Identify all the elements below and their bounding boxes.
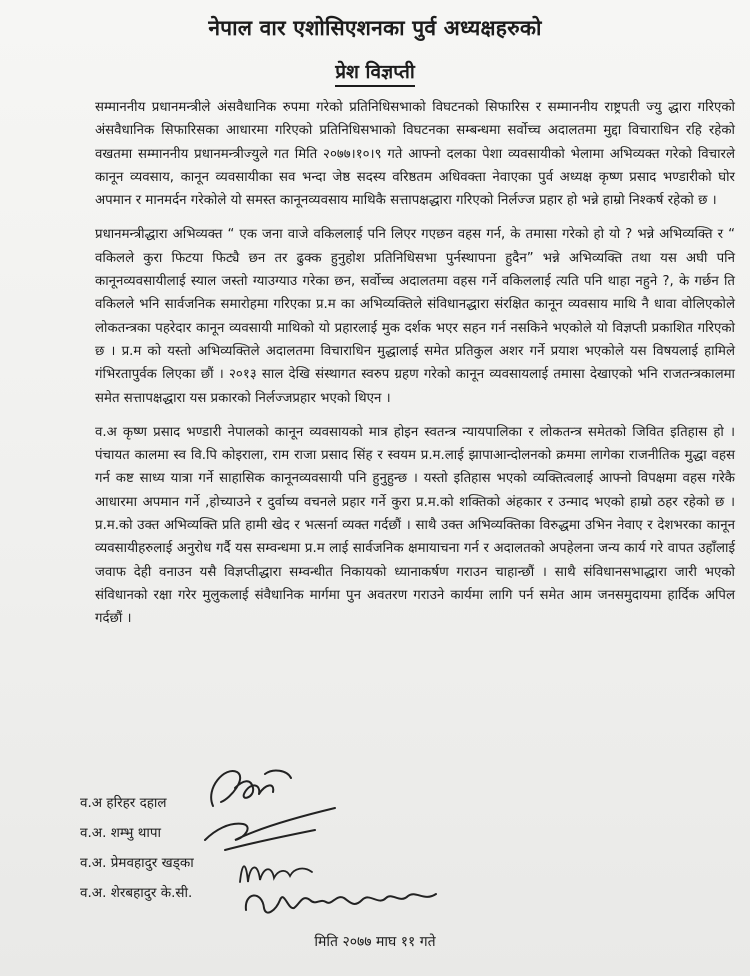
paragraph-3: व.अ कृष्ण प्रसाद भण्डारी नेपालको कानून व्यवसायको मात्र होइन स्वतन्त्र न्यायपालिका र लोकतन्त्र समेतको जिवित इतिहास हो । पंचायत कालमा स्व वि.पि कोइराला, राम राजा प्रसाद सिंह र स्वयम प्र.म.लाई झापाआन्दोलनको क्रममा लागेका राजनीतिक मुद्धा वहस गर्न कष्ट साध्य यात्रा गर्ने साहासिक कानूनव्यवसायी पनि हुनुहुन्छ । यस्तो इतिहास भएको व्यक्तित्वलाई आफ्नो विपक्षमा वहस गरेकै आधारमा अपमान गर्ने ,होच्याउने र दुर्वाच्य वचनले प्रहार गर्ने कुरा प्र.म.को शक्तिको अंहकार र उन्माद भएको हाम्रो ठहर रहेको छ । प्र.म.को उक्त अभिव्यक्ति प्रति हामी खेद र भत्सर्ना व्यक्त गर्दछौं । साथै उक्त अभिव्यक्तिका विरुद्धमा उभिन नेवाए र देशभरका कानून व्यवसायीहरुलाई अनुरोध गर्दै यस सम्वन्धमा प्र.म लाई सार्वजनिक क्षमायाचना गर्न र अदालतको अपहेलना जन्य कार्य गरे वापत उहाँलाई जवाफ देही वनाउन यसै विज्ञप्तीद्धारा सम्वन्धीत निकायको ध्यानाकर्षण गराउन चाहान्छौं । साथै संविधानसभाद्धारा जारी भएको संविधानको रक्षा गरेर मुलुकलाई संवैधानिक मार्गमा पुन अवतरण गराउने कार्यमा लागि पर्न समेत आम जनसमुदायमा हार्दिक अपिल गर्दछौं । [95, 424, 735, 627]
signature-4-icon [240, 880, 460, 925]
subtitle-text: प्रेश विज्ञप्ती [335, 61, 415, 87]
signatory-1: व.अ हरिहर दहाल [80, 795, 167, 811]
document-subtitle [0, 58, 750, 84]
paragraph-1: सम्माननीय प्रधानमन्त्रीले अंसवैधानिक रुपमा गरेको प्रतिनिधिसभाको विघटनको सिफारिस र सम्माननीय राष्ट्रपती ज्यु द्धारा गरिएको अंसवैधानिक सिफारिसका आधारमा गरिएको प्रतिनिधिसभाको विघटनका सम्बन्धमा सर्वोच्च अदालतमा मुद्दा विचाराधिन रहि रहेको वखतमा सम्माननीय प्रधानमन्त्रीज्युले गत मिति २०७७।१०।९ गते आफ्नो दलका पेशा व्यवसायीको भेलामा अभिव्यक्त गरेको विचारले कानून व्यवसाय, कानून व्यवसायीका सव भन्दा जेष्ठ सदस्य वरिष्ठतम अधिवक्ता नेवाएका पुर्व अध्यक्ष कृष्ण प्रसाद भण्डारीको घोर अपमान र मानमर्दन गरेकोले यो समस्त कानूनव्यवसाय माथिकै सत्तापक्षद्धारा गरिएको निर्लज्ज प्रहार हो भन्ने हाम्रो निश्कर्ष रहेको छ । [95, 100, 735, 209]
document-date: मिति २०७७ माघ ११ गते [314, 934, 436, 950]
document-body [95, 96, 735, 642]
signatory-3: व.अ. प्रेमवहादुर खड्का [80, 855, 194, 871]
signatory-4: व.अ. शेरबहादुर के.सी. [80, 885, 193, 901]
document-title: नेपाल वार एशोसिएशनका पुर्व अध्यक्षहरुको [208, 16, 542, 40]
signatory-2: व.अ. शम्भु थापा [80, 825, 161, 841]
signature-2-icon [195, 800, 345, 860]
paragraph-2: प्रधानमन्त्रीद्धारा अभिव्यक्त “ एक जना वाजे वकिललाई पनि लिएर गएछन वहस गर्न, के तमासा गरेको हो यो ? भन्ने अभिव्यक्ति र “ वकिलले कुरा फिटया फिट्यै छन तर ढुक्क हुनुहोश प्रतिनिधिसभा पुर्नस्थापना हुदैन” भन्ने अभिव्यक्ति तथा यस अघी पनि कानूनव्यवसायीलाई स्याल जस्तो ग्याउग्याउ गरेका छन, सर्वोच्च अदालतमा वहस गर्ने वकिललाई त्यति पनि थाहा नहुने ?, के गर्छन ति वकिलले भनि सार्वजनिक समारोहमा गरिएका प्र.म का अभिव्यक्तिले संविधानद्धारा संरक्षित कानून व्यवसाय माथि नै धावा वोलिएकोले लोकतन्त्रका पहरेदार कानून व्यवसायी माथिको यो प्रहारलाई मुक दर्शक भएर सहन गर्न नसकिने भएकोले यो विज्ञप्ती प्रकाशित गरिएको छ । प्र.म को यस्तो अभिव्यक्तिले अदालतमा विचाराधिन मुद्धालाई समेत प्रतिकुल अशर गर्ने प्रयाश भएकोले यस विषयलाई हामिले गंभिरतापुर्वक लिएका छौं । २०१३ साल देखि संस्थागत स्वरुप ग्रहण गरेको कानून व्यवसायलाई तमासा देखाएको भनि राजतन्त्रकालमा समेत सत्तापक्षद्धारा यस प्रकारको निर्लज्जप्रहार भएको थिएन । [95, 227, 735, 406]
